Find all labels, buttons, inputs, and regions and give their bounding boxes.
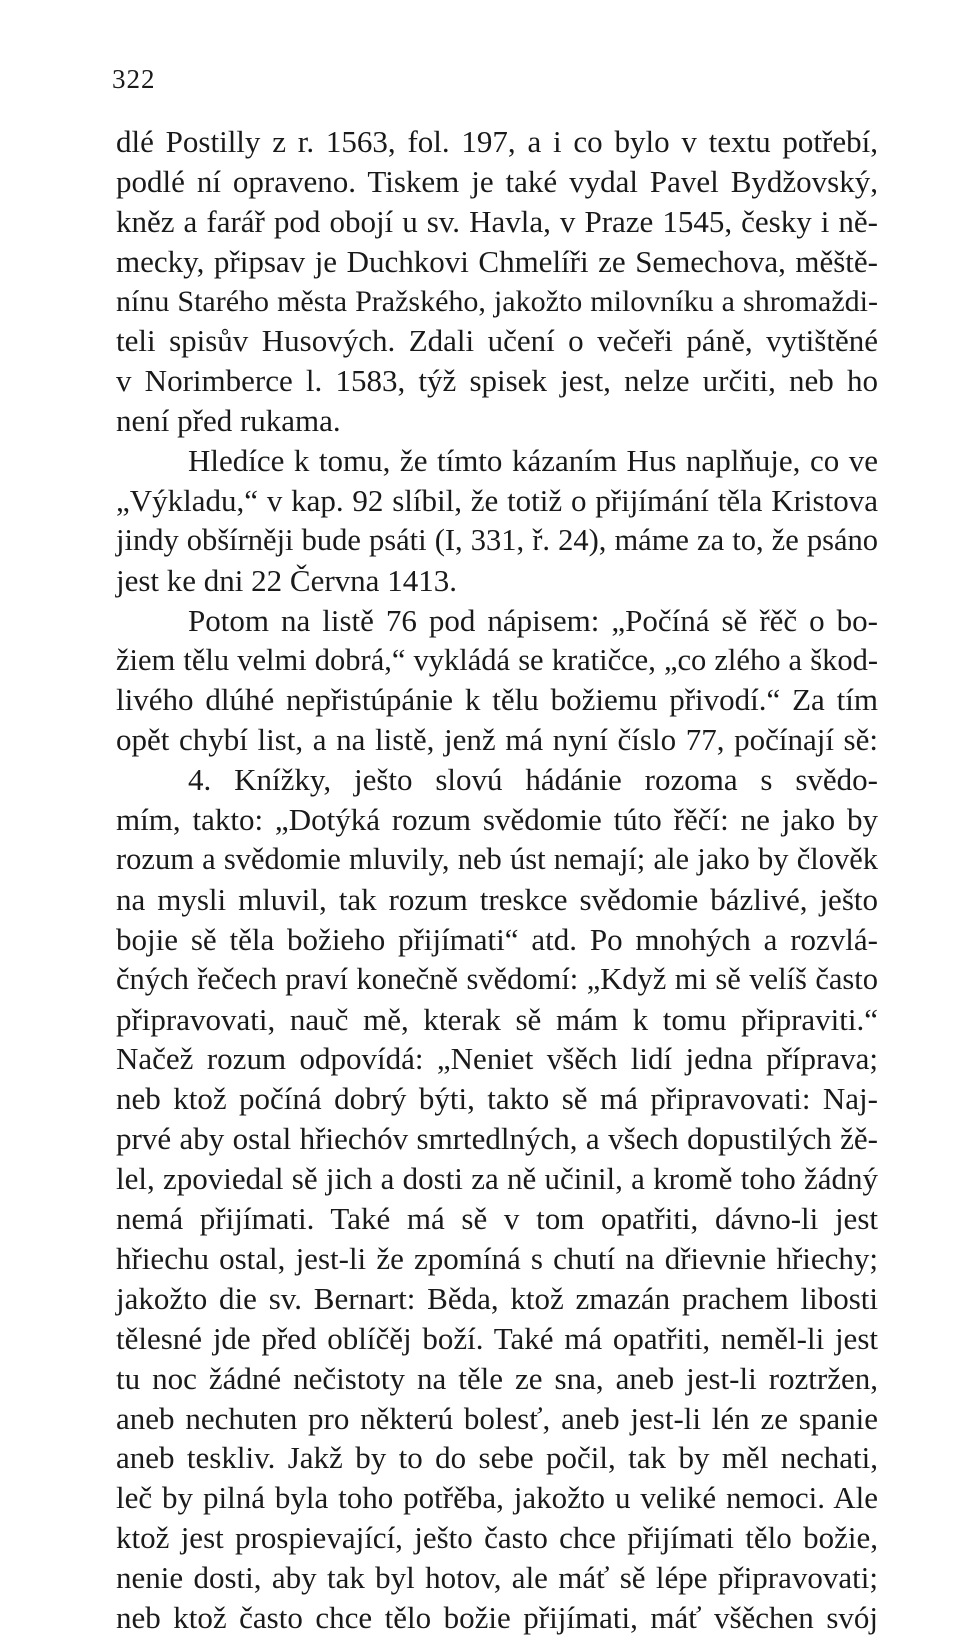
text-line: lel, zpoviedal sě jich a dosti za ně učinil, a kromě toho žádný (116, 1161, 878, 1197)
text-line: hřiechu ostal, jest-li že zpomíná s chutí na dřievnie hřiechy; (116, 1240, 878, 1276)
text-line: kněz a farář pod obojí u sv. Havla, v Praze 1545, česky i ně- (116, 203, 878, 239)
text-line: „Výkladu,“ v kap. 92 slíbil, že totiž o přijímání těla Kristova (116, 483, 878, 519)
text-line: livého dlúhé nepřistúpánie k tělu božiemu přivodí.“ Za tím (116, 682, 878, 718)
text-line: žiem tělu velmi dobrá,“ vykládá se kratičce, „co zlého a škod- (116, 642, 878, 677)
text-line: nemá přijímati. Také má sě v tom opatřiti, dávno-li jest (116, 1201, 878, 1237)
text-line: aneb nechuten pro některú bolesť, aneb jest-li lén ze spanie (116, 1400, 878, 1436)
text-line: tu noc žádné nečistoty na těle ze sna, aneb jest-li roztržen, (116, 1360, 878, 1396)
text-line: prvé aby ostal hřiechóv smrtedlných, a všech dopustilých žě- (116, 1121, 878, 1157)
text-line: v Norimberce l. 1583, týž spisek jest, nelze určiti, neb ho (116, 363, 878, 399)
text-line: teli spisův Husových. Zdali učení o večeři páně, vytištěné (116, 323, 878, 359)
text-line: jindy obšírněji bude psáti (I, 331, ř. 24), máme za to, že psáno (116, 522, 878, 557)
text-line: opět chybí list, a na listě, jenž má nyní číslo 77, počínají sě: (116, 722, 878, 758)
page-number: 322 (112, 64, 156, 94)
text-line: Hledíce k tomu, že tímto kázaním Hus naplňuje, co ve (188, 443, 878, 479)
text-line: na mysli mluvil, tak rozum treskce svědomie bázlivé, ješto (116, 881, 878, 917)
text-line: aneb teskliv. Jakž by to do sebe počil, tak by měl nechati, (116, 1440, 878, 1476)
text-line: leč by pilná byla toho potřěba, jakožto u veliké nemoci. Ale (116, 1480, 878, 1516)
text-line: mecky, připsav je Duchkovi Chmelíři ze Semechova, měště- (116, 243, 878, 279)
text-line: bojie sě těla božieho přijímati“ atd. Po mnohých a rozvlá- (116, 921, 878, 957)
body-text (116, 122, 878, 1638)
text-line: rozum a svědomie mluvily, neb úst nemají; ale jako by člověk (116, 842, 878, 877)
text-line: tělesné jde před oblíčěj boží. Také má opatřiti, neměl-li jest (116, 1320, 878, 1356)
text-line: 4. Knížky, ješto slovú hádánie rozoma s svědo- (188, 762, 878, 798)
text-line: připravovati, nauč mě, kterak sě mám k tomu připraviti.“ (116, 1001, 878, 1037)
text-line: Načež rozum odpovídá: „Neniet všěch lidí jedna příprava; (116, 1041, 878, 1077)
text-line: neb ktož počíná dobrý býti, takto sě má připravovati: Naj- (116, 1081, 878, 1117)
text-line: dlé Postilly z r. 1563, fol. 197, a i co bylo v textu potřebí, (116, 124, 878, 159)
text-line: ktož jest prospievající, ješto často chce přijímati tělo božie, (116, 1520, 878, 1556)
text-line: neb ktož často chce tělo božie přijímati, máť všěchen svój (116, 1599, 878, 1635)
text-line: podlé ní opraveno. Tiskem je také vydal Pavel Bydžovský, (116, 163, 878, 199)
text-line: jakožto die sv. Bernart: Běda, ktož zmazán prachem libosti (116, 1280, 878, 1316)
text-line: nínu Starého města Pražského, jakožto milovníku a shromaždi- (116, 284, 878, 318)
text-line: mím, takto: „Dotýká rozum svědomie túto řěčí: ne jako by (116, 802, 878, 838)
text-line: jest ke dni 22 Června 1413. (116, 562, 457, 598)
text-line: není před rukama. (116, 403, 341, 439)
text-line: nenie dosti, aby tak byl hotov, ale máť sě lépe připravovati; (116, 1560, 878, 1596)
text-line: Potom na listě 76 pod nápisem: „Počíná sě řěč o bo- (188, 602, 878, 638)
text-line: čných řečech praví konečně svědomí: „Když mi sě velíš často (116, 961, 878, 996)
